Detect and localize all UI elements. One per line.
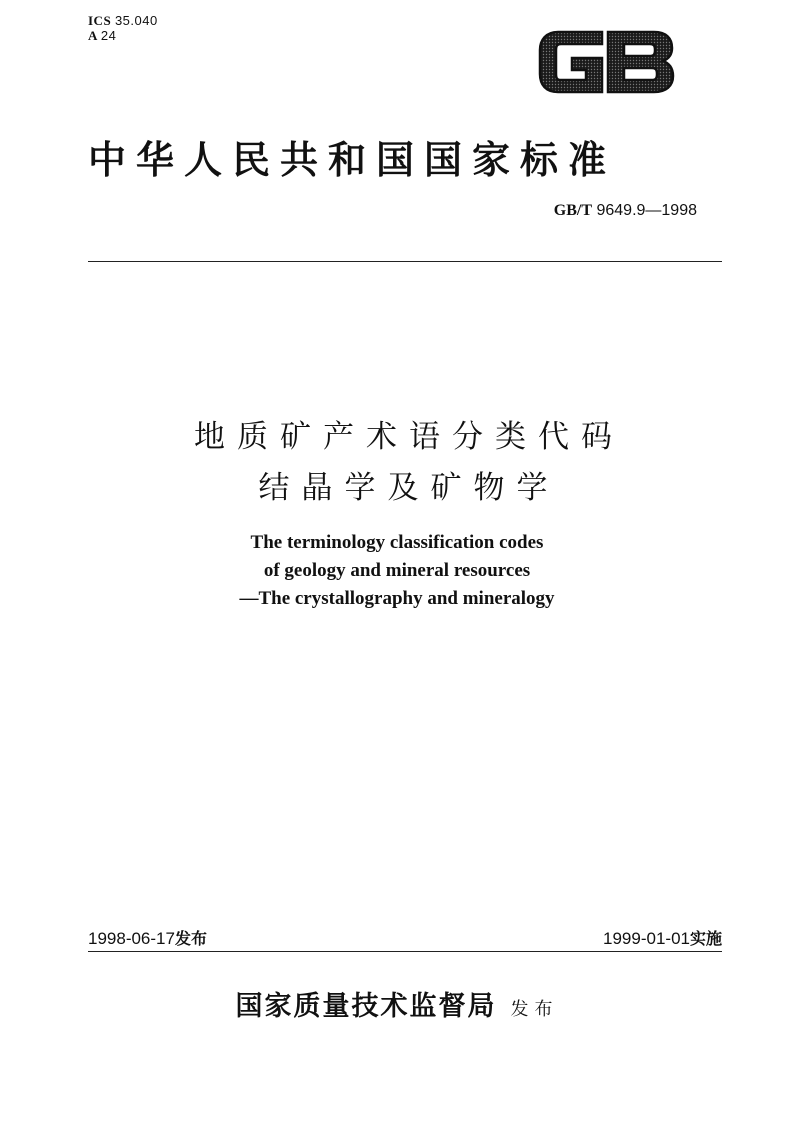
- english-title-line-1: The terminology classification codes: [250, 532, 544, 553]
- ics-line: [88, 13, 158, 28]
- issue-label: 发布: [174, 929, 207, 948]
- bottom-divider: [88, 951, 722, 952]
- english-title-line-3: —The crystallography and mineralogy: [239, 588, 555, 609]
- standard-number: [554, 202, 697, 220]
- english-title-line-2: of geology and mineral resources: [263, 560, 531, 581]
- class-line: [88, 28, 158, 43]
- ics-code: 35.040: [114, 13, 158, 28]
- class-label: A: [88, 28, 98, 43]
- standard-prefix: GB/T: [553, 202, 593, 219]
- issuer-organization: 国家质量技术监督局: [235, 991, 497, 1022]
- chinese-title-line-1: 地质矿产术语分类代码: [194, 419, 624, 455]
- issuer-action: 发布: [510, 999, 559, 1020]
- top-divider: [88, 261, 722, 262]
- chinese-title-line-2: 结晶学及矿物学: [258, 470, 560, 506]
- standard-code: 9649.9—1998: [596, 202, 697, 219]
- issue-date: [88, 926, 207, 949]
- gb-logo-text: GB: [606, 96, 608, 97]
- ics-label: ICS: [88, 13, 112, 28]
- implementation-date-value: 1999-01-01: [603, 929, 690, 948]
- class-code: 24: [100, 28, 117, 43]
- gb-logo-icon: [536, 26, 676, 98]
- classification-codes: [88, 13, 158, 43]
- implementation-date: [603, 926, 722, 949]
- national-standard-title: 中华人民共和国国家标准: [88, 137, 617, 182]
- issue-date-value: 1998-06-17: [88, 929, 175, 948]
- issuer: [0, 984, 794, 1023]
- implementation-label: 实施: [689, 929, 722, 948]
